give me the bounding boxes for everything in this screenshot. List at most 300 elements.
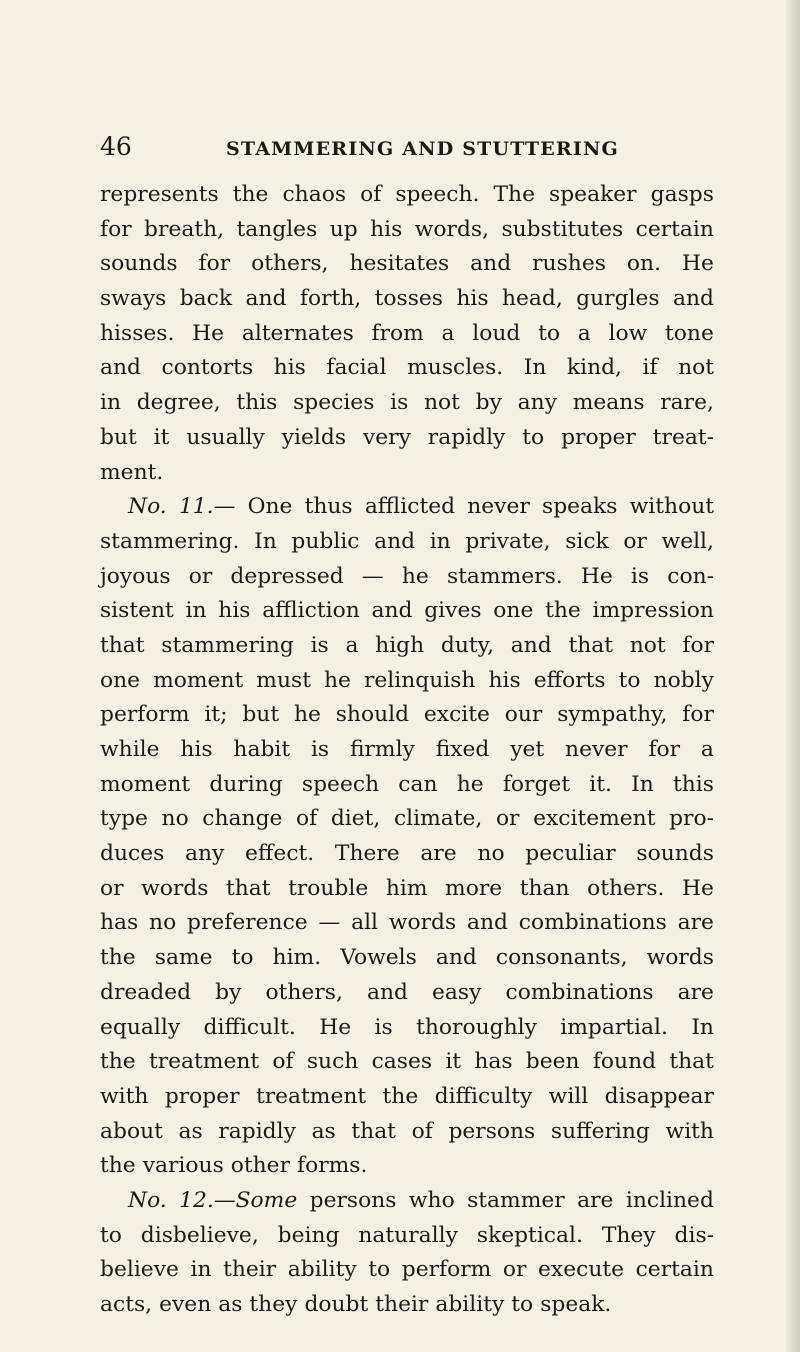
word: rapidly (218, 1118, 296, 1144)
word: con- (667, 563, 714, 589)
word: the (232, 182, 269, 207)
word: his (488, 667, 521, 693)
word: other (230, 1153, 290, 1179)
word: well, (661, 528, 714, 554)
word: for (648, 737, 681, 762)
word: 12.—Some (179, 1187, 298, 1213)
text-line (100, 421, 714, 456)
word: He (580, 563, 613, 589)
word: loud (472, 320, 521, 346)
word: certain (635, 1257, 714, 1283)
word: on. (626, 251, 661, 277)
word: been (525, 1049, 580, 1075)
text-line (100, 560, 714, 595)
word: that (351, 1118, 396, 1144)
word: 11.— (178, 494, 236, 520)
word: species (293, 390, 375, 416)
word: gasps (650, 182, 714, 207)
word: relinquish (363, 667, 476, 693)
word: of (296, 806, 318, 832)
word: stammers. (446, 563, 563, 589)
word: no (477, 841, 505, 867)
word: speaker (549, 182, 637, 207)
word: breath, (144, 216, 225, 242)
word: but (100, 424, 137, 450)
word: are (677, 979, 714, 1005)
word: The (493, 182, 535, 207)
word: and (466, 910, 508, 936)
word: habit (233, 737, 291, 762)
word: tone (665, 320, 714, 346)
word: their (223, 1257, 277, 1283)
word: his (273, 355, 306, 381)
word: are (577, 1187, 614, 1213)
word: being (277, 1222, 340, 1248)
word: stammer (467, 1187, 565, 1213)
word: who (408, 1187, 455, 1213)
word: a (345, 632, 359, 658)
word: words, (414, 216, 490, 242)
word: easy (432, 979, 482, 1005)
text-line (100, 247, 714, 282)
text-line (100, 802, 714, 837)
text-line (100, 213, 714, 248)
word: yet (510, 737, 545, 762)
word: dis- (674, 1222, 714, 1248)
word: sways (100, 286, 167, 312)
text-line (100, 698, 714, 733)
word: — (318, 910, 341, 936)
word: words (388, 910, 457, 936)
word: stammering. (100, 528, 240, 554)
word: has (100, 910, 139, 936)
word: with (100, 1083, 149, 1109)
running-title: STAMMERING AND STUTTERING (226, 138, 619, 160)
page-edge-shadow (786, 0, 800, 1352)
word: as (311, 1118, 336, 1144)
word: yields (281, 424, 347, 450)
word: for (682, 632, 714, 658)
word: ability (435, 1292, 505, 1317)
word: — (361, 563, 384, 589)
text-line (100, 490, 714, 525)
word: is (310, 737, 330, 762)
word: more (445, 875, 503, 901)
word: sympathy, (557, 702, 668, 728)
word: change (202, 806, 283, 832)
word: combinations (505, 979, 654, 1005)
word: never (467, 494, 530, 520)
word: duces (100, 841, 165, 867)
body-text (100, 178, 714, 1323)
word: to (511, 1292, 534, 1317)
text-line (100, 906, 714, 941)
text-line (100, 733, 714, 768)
word: preference (187, 910, 308, 936)
word: a (577, 320, 591, 346)
text-line (100, 629, 714, 664)
word: difficulty (434, 1083, 533, 1109)
word: that (669, 1049, 714, 1075)
text-line (100, 525, 714, 560)
word: type (100, 806, 148, 832)
word: doubt (304, 1292, 369, 1317)
word: the (100, 1049, 136, 1075)
word: a (700, 737, 714, 762)
word: of (411, 1118, 433, 1144)
word: ability (287, 1257, 357, 1283)
word: In (631, 771, 654, 797)
word: impression (592, 598, 714, 624)
word: words (646, 945, 714, 971)
word: hesitates (349, 251, 450, 277)
word: He (682, 875, 714, 901)
text-line (100, 386, 714, 421)
word: thus (304, 494, 353, 520)
word: but (242, 702, 280, 728)
word: his (456, 286, 489, 312)
word: thoroughly (416, 1014, 537, 1040)
word: his (370, 216, 403, 242)
word: No. (128, 1187, 167, 1213)
word: degree, (136, 390, 221, 416)
word: trouble (288, 875, 369, 901)
word: difficult. (203, 1014, 296, 1040)
word: to (618, 667, 641, 693)
text-line (100, 837, 714, 872)
word: if (642, 355, 658, 381)
word: to (100, 1222, 122, 1248)
word: for (100, 216, 132, 242)
word: forget (502, 771, 571, 797)
word: high (375, 632, 425, 658)
word: He (192, 320, 225, 346)
word: no (149, 910, 177, 936)
word: not (678, 355, 714, 381)
word: this (236, 390, 278, 416)
text-line (100, 1149, 714, 1184)
word: he (323, 667, 351, 693)
word: and (371, 598, 413, 624)
word: alternates (241, 320, 354, 346)
word: in (190, 1257, 212, 1283)
word: disbelieve, (140, 1222, 259, 1248)
word: inclined (625, 1187, 714, 1213)
word: he (456, 771, 484, 797)
word: low (608, 320, 648, 346)
word: that (568, 632, 614, 658)
word: equally (100, 1014, 181, 1040)
word: must (256, 667, 311, 693)
word: is (390, 390, 409, 416)
word: effect. (245, 841, 315, 867)
text-line (100, 1288, 714, 1323)
word: disappear (604, 1083, 714, 1109)
word: impartial. (560, 1014, 668, 1040)
word: or (502, 1257, 527, 1283)
word: persons (309, 1187, 397, 1213)
word: or (100, 875, 124, 901)
text-line (100, 768, 714, 803)
word: such (306, 1049, 359, 1075)
word: it (153, 424, 170, 450)
word: sounds (100, 251, 178, 277)
text-line (100, 1045, 714, 1080)
word: execute (538, 1257, 625, 1283)
word: even (159, 1292, 212, 1317)
word: forms. (297, 1153, 368, 1179)
word: sick (565, 528, 609, 554)
text-line (100, 178, 714, 213)
word: depressed (230, 563, 344, 589)
word: proper (164, 1083, 240, 1109)
word: speaks (542, 494, 618, 520)
word: sistent (100, 598, 174, 624)
word: his (180, 737, 213, 762)
word: to (231, 945, 254, 971)
word: about (100, 1118, 163, 1144)
word: never (565, 737, 628, 762)
word: private, (465, 528, 551, 554)
word: speech. (395, 182, 480, 207)
word: others. (587, 875, 665, 901)
word: In (254, 528, 277, 554)
word: In (523, 355, 547, 381)
page-number: 46 (100, 132, 132, 161)
word: for (682, 702, 714, 728)
text-line (100, 1253, 714, 1288)
word: or (623, 528, 647, 554)
word: moment (153, 667, 244, 693)
word: and (510, 632, 552, 658)
word: affliction (262, 598, 360, 624)
word: and (245, 286, 287, 312)
word: in (429, 528, 451, 554)
word: One (247, 494, 293, 520)
word: rare, (660, 390, 714, 416)
word: and (366, 979, 408, 1005)
text-line (100, 1219, 714, 1254)
word: head, (501, 286, 563, 312)
word: than (519, 875, 570, 901)
word: speak. (540, 1292, 612, 1317)
word: excite (423, 702, 490, 728)
text-line (100, 941, 714, 976)
word: this (672, 771, 714, 797)
word: of (360, 182, 382, 207)
word: believe (100, 1257, 179, 1283)
word: perform (100, 702, 190, 728)
word: pro- (669, 806, 714, 832)
word: to (368, 1257, 391, 1283)
word: and (100, 355, 141, 381)
word: efforts (533, 667, 606, 693)
text-line (100, 1011, 714, 1046)
word: as (218, 1292, 243, 1317)
word: found (592, 1049, 657, 1075)
word: by (475, 390, 502, 416)
word: and (435, 945, 477, 971)
text-line (100, 351, 714, 386)
text-line (100, 594, 714, 629)
word: should (335, 702, 410, 728)
word: climate, (393, 806, 483, 832)
word: various (142, 1153, 224, 1179)
word: In (691, 1014, 714, 1040)
word: usually (186, 424, 265, 450)
word: consonants, (495, 945, 628, 971)
word: are (677, 910, 714, 936)
word: muscles. (407, 355, 504, 381)
word: skeptical. (476, 1222, 583, 1248)
word: duty, (440, 632, 495, 658)
word: combinations (518, 910, 667, 936)
word: treatment (148, 1049, 260, 1075)
word: proper (561, 424, 636, 450)
word: contorts (161, 355, 254, 381)
text-line (100, 872, 714, 907)
word: is (310, 632, 329, 658)
word: he (293, 702, 321, 728)
word: means (572, 390, 645, 416)
text-line (100, 456, 714, 491)
word: one (493, 598, 534, 624)
word: very (362, 424, 411, 450)
word: of (272, 1049, 294, 1075)
page-header (100, 132, 714, 168)
book-page (100, 132, 714, 1323)
word: from (371, 320, 424, 346)
word: or (495, 806, 520, 832)
word: No. (128, 494, 167, 520)
word: suffering (550, 1118, 650, 1144)
word: afflicted (364, 494, 456, 520)
word: chaos (282, 182, 347, 207)
word: certain (635, 216, 714, 242)
word: forth, (299, 286, 362, 312)
word: hisses. (100, 320, 175, 346)
word: words (141, 875, 209, 901)
word: his (218, 598, 251, 624)
word: has (474, 1049, 513, 1075)
word: the (545, 598, 581, 624)
word: in (100, 390, 122, 416)
word: any (184, 841, 225, 867)
word: They (601, 1222, 656, 1248)
word: any (517, 390, 558, 416)
word: substitutes (501, 216, 624, 242)
word: fixed (435, 737, 490, 762)
word: not (629, 632, 666, 658)
word: one (100, 667, 141, 693)
word: while (100, 737, 160, 762)
word: as (178, 1118, 203, 1144)
word: or (188, 563, 213, 589)
word: excitement (533, 806, 656, 832)
word: Vowels (340, 945, 417, 971)
word: peculiar (525, 841, 616, 867)
word: not (424, 390, 460, 416)
word: rushes (532, 251, 606, 277)
word: There (334, 841, 400, 867)
word: gurgles (576, 286, 660, 312)
word: that (100, 632, 145, 658)
word: back (179, 286, 233, 312)
word: treatment (255, 1083, 367, 1109)
word: persons (448, 1118, 536, 1144)
word: same (154, 945, 213, 971)
text-line (100, 664, 714, 699)
word: firmly (349, 737, 415, 762)
word: kind, (566, 355, 622, 381)
word: to (522, 424, 545, 450)
text-line (100, 1184, 714, 1219)
word: dreaded (100, 979, 192, 1005)
word: facial (326, 355, 387, 381)
word: nobly (653, 667, 714, 693)
word: cases (371, 1049, 433, 1075)
word: for (198, 251, 231, 277)
text-line (100, 976, 714, 1011)
word: in (185, 598, 207, 624)
text-line (100, 1115, 714, 1150)
word: others, (265, 979, 343, 1005)
text-line (100, 317, 714, 352)
word: all (351, 910, 379, 936)
word: acts, (100, 1292, 153, 1317)
word: moment (100, 771, 191, 797)
word: are (420, 841, 457, 867)
word: is (374, 1014, 393, 1040)
word: rapidly (427, 424, 506, 450)
word: and (672, 286, 714, 312)
word: the (100, 945, 136, 971)
text-line (100, 282, 714, 317)
word: they (249, 1292, 298, 1317)
word: to (538, 320, 561, 346)
word: during (209, 771, 283, 797)
word: He (681, 251, 714, 277)
word: it; (204, 702, 228, 728)
word: He (319, 1014, 352, 1040)
word: can (398, 771, 438, 797)
word: gives (424, 598, 482, 624)
word: speech (301, 771, 380, 797)
word: him (385, 875, 428, 901)
word: without (629, 494, 714, 520)
word: up (329, 216, 358, 242)
word: with (665, 1118, 714, 1144)
word: tosses (374, 286, 443, 312)
word: diet, (330, 806, 381, 832)
word: the (100, 1153, 136, 1179)
word: represents (100, 182, 219, 207)
word: tangles (236, 216, 318, 242)
text-line (100, 1080, 714, 1115)
word: it. (589, 771, 612, 797)
word: others, (251, 251, 329, 277)
word: public (291, 528, 360, 554)
word: the (382, 1083, 419, 1109)
word: treat- (652, 424, 714, 450)
word: that (225, 875, 271, 901)
word: is (630, 563, 650, 589)
word: ment. (100, 459, 164, 485)
word: stammering (161, 632, 294, 658)
word: perform (401, 1257, 492, 1283)
word: and (470, 251, 512, 277)
word: and (374, 528, 416, 554)
